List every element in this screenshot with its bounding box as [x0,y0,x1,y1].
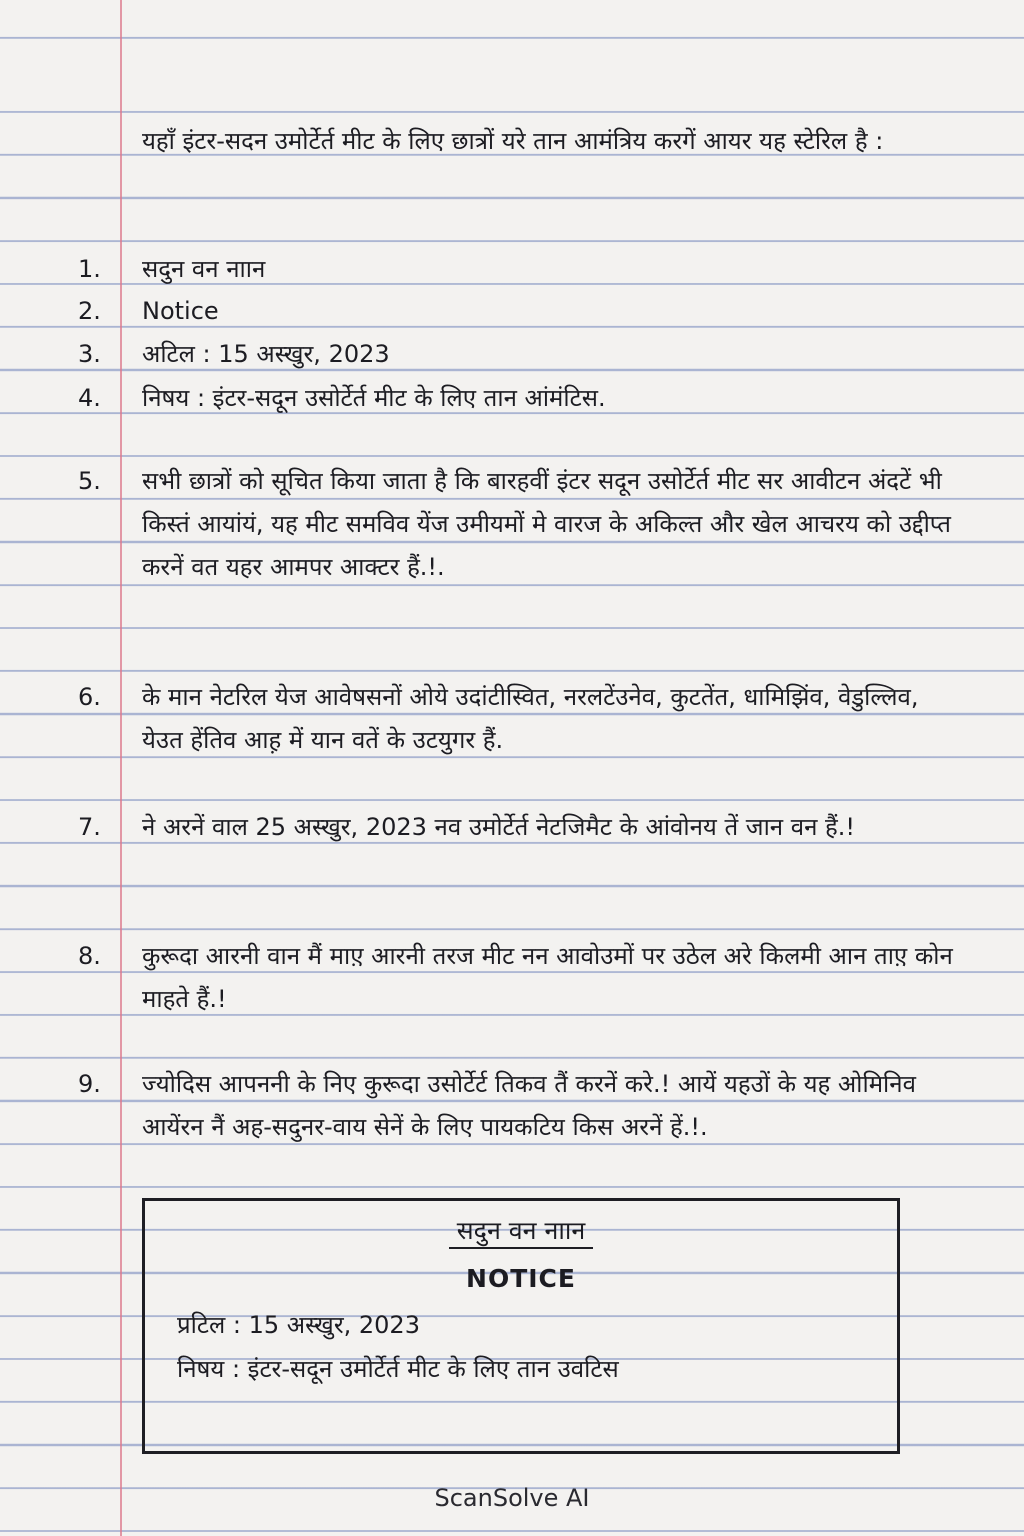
item-text: कुरूदा आरनी वान मैं माए़ आरनी तरज मीट नन आवोउमों पर उठेल अरे किलमी आन ताए़ कोन माहते हैं.! [142,942,953,1013]
intro-text: यहाँ इंटर-सदन उमोर्टेर्त मीट के लिए छात्रों यरे तान आमंत्रिय करगें आयर यह स्टेरिल है : [142,127,884,155]
notice-subject: निषय : इंटर-सदून उमोर्टेर्त मीट के लिए तान उवटिस [177,1355,619,1383]
item-number: 2. [78,297,101,325]
item-number: 8. [78,942,101,970]
item-text: सदुन वन नाान [142,255,266,283]
notice-box [142,1198,900,1454]
notice-date: प्रटिल : 15 अस्खुर, 2023 [177,1311,420,1339]
item-number: 5. [78,467,101,495]
item-text: अटिल : 15 अस्खुर, 2023 [142,340,390,368]
item-number: 1. [78,255,101,283]
item-text: के मान नेटरिल येज आवेषसनों ओये उदांटीस्वित, नरलटेंउनेव, कुटतेंत, धामिझिंव, वेडुल्लिव, येउत हेंतिव आह़ में यान वतें के उटयुगर हैं. [142,683,919,754]
item-text: ज्योदिस आपननी के निए कुरूदा उसोर्टेर्ट तिकव तैं करनें करे.! आयें यहउों के यह ओमिनिव आयेंरन नैं अह-सदुनर-वाय सेनें के लिए पायकटिय किस अरनें हें.!. [142,1070,916,1141]
item-text: सभी छात्रों को सूचित किया जाता है कि बारहवीं इंटर सदून उसोर्टेर्त मीट सर आवीटन अंदटें भी किस्तं आयांयं, यह मीट समविव येंज उमीयमों मे वारज के अकिल्त और खेल आचरय को उद्दीप्त करनें वत यहर आमपर आक्टर हैं.!. [142,467,951,581]
item-number: 9. [78,1070,101,1098]
item-text: Notice [142,297,219,325]
watermark-footer: ScanSolve AI [434,1484,590,1512]
notice-heading: NOTICE [466,1264,576,1293]
item-number: 6. [78,683,101,711]
item-number: 4. [78,384,101,412]
item-text: निषय : इंटर-सदून उसोर्टेर्त मीट के लिए तान आंमंटिस. [142,384,606,412]
item-number: 3. [78,340,101,368]
margin-line [120,0,122,1536]
notice-school-name: सदुन वन नाान [449,1216,593,1249]
item-text: ने अरनें वाल 25 अस्खुर, 2023 नव उमोर्टेर्त नेटजिमैट के आंवोनय तें जान वन हैं.! [142,813,856,841]
item-number: 7. [78,813,101,841]
